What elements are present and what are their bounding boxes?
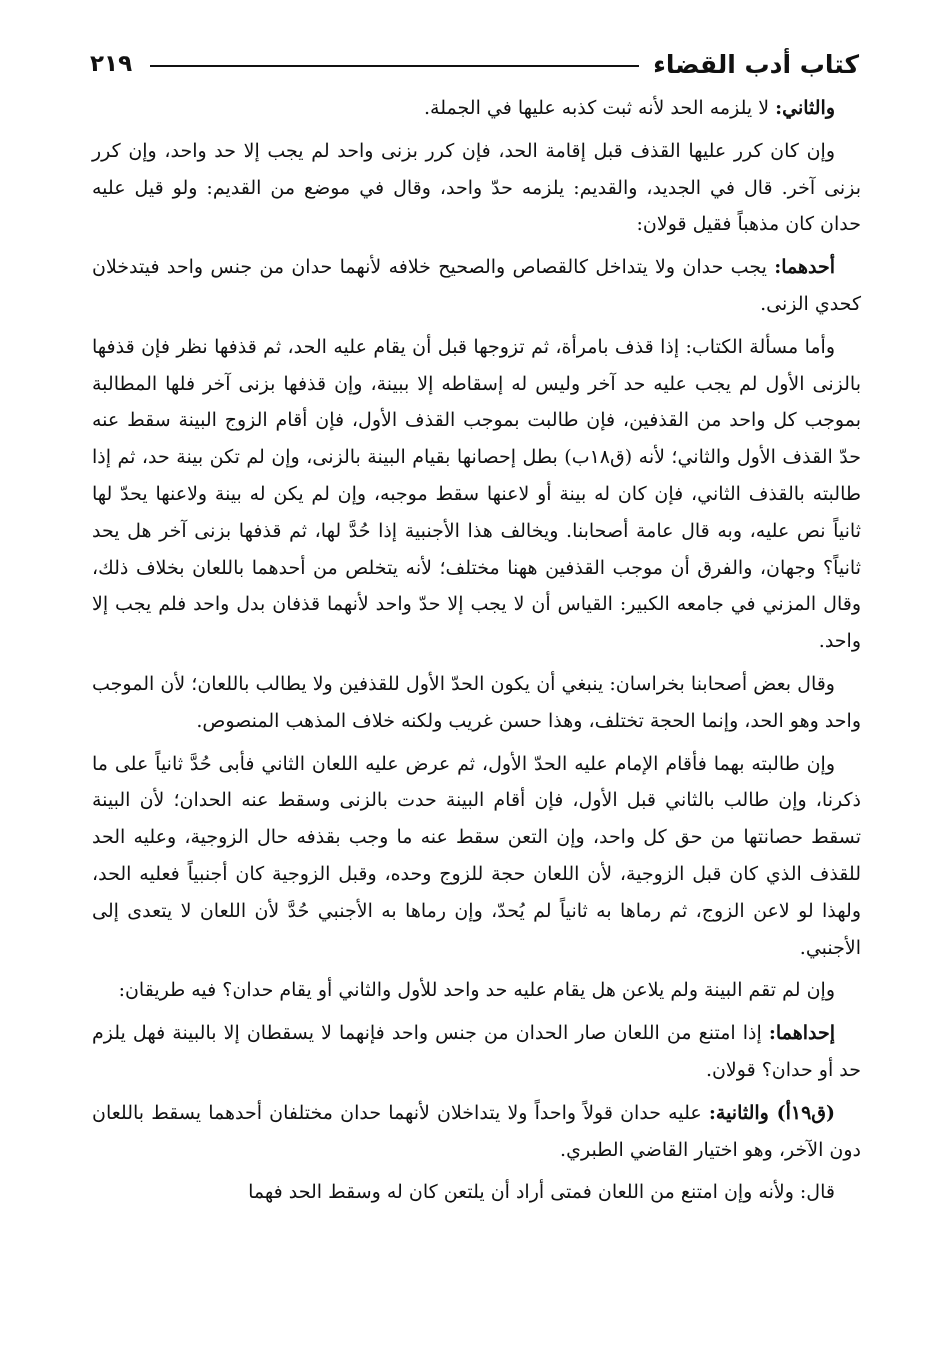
paragraph-text: وإن لم تقم البينة ولم يلاعن هل يقام عليه حد واحد للأول والثاني أو يقام حدان؟ فيه طريقان: (118, 979, 835, 1002)
paragraph-text: وقال بعض أصحابنا بخراسان: ينبغي أن يكون الحدّ الأول للقذفين ولا يطالب باللعان؛ لأن الموجب واحد وهو الحد، وإنما الحجة تختلف، وهذا حسن غريب ولكنه خلاف المذهب المنصوص. (92, 672, 861, 732)
header-rule (150, 65, 639, 67)
running-header (90, 44, 859, 84)
paragraph-lead: والثاني: (775, 97, 835, 119)
paragraph (92, 972, 861, 1009)
paragraph-text: وإن طالبته بهما فأقام الإمام عليه الحدّ الأول، ثم عرض عليه اللعان الثاني فأبى حُدَّ ثانياً على ما ذكرنا، وإن طالب بالثاني قبل الأول، فإن أقام البينة حدت بالزنى وسقط عنه الحدان؛ لأن البينة تسقط حصانتها من حق كل واحد، وإن التعن سقط عنه ما وجب بقذفه حال الزوجية، وعليه الحد للقذف الذي كان قبل الزوجية، لأن اللعان حجة للزوج وحده، وقبل الزوجية كان أجنبياً فعليه الحد، ولهذا لو لاعن الزوج، ثم رماها به ثانياً لم يُحدّ، وإن رماها به الأجنبي حُدَّ لأن اللعان لا يتعدى إلى الأجنبي. (92, 752, 862, 959)
paragraph-lead: أحدهما: (774, 256, 835, 279)
paragraph (92, 90, 861, 127)
paragraph-text: يجب حدان ولا يتداخل كالقصاص والصحيح خلافه لأنهما حدان من جنس واحد فيتدخلان كحدي الزنى. (92, 256, 861, 315)
paragraph (92, 666, 861, 740)
paragraph (92, 329, 861, 660)
paragraph-lead: إحداهما: (768, 1022, 835, 1045)
paragraph (92, 1095, 861, 1169)
paragraph (92, 1015, 861, 1089)
paragraph (92, 746, 861, 967)
paragraph-text: لا يلزمه الحد لأنه ثبت كذبه عليها في الجملة. (424, 97, 776, 119)
paragraph (92, 1174, 861, 1211)
book-title: كتاب أدب القضاء (653, 49, 859, 79)
paragraph-text: عليه حدان قولاً واحداً ولا يتداخلان لأنهما حدان مختلفان أحدهما يسقط باللعان دون الآخر، وهو اختيار القاضي الطبري. (92, 1101, 861, 1161)
paragraph (92, 133, 861, 243)
paragraph-text: إذا امتنع من اللعان صار الحدان من جنس واحد فإنهما لا يسقطان إلا بالبينة فهل يلزم حد أو حدان؟ قولان. (92, 1022, 861, 1081)
paragraph-text: وأما مسألة الكتاب: إذا قذف بامرأة، ثم تزوجها قبل أن يقام عليه الحد، ثم قذفها نظر فإن قذفها بالزنى الأول لم يجب عليه حد آخر وليس له إسقاطه إلا ببينة، وإن قذفها بزنى آخر فلها المطالبة بموجب كل واحد من القذفين، فإن طالبت بموجب القذف الأول، فإن أقام الزوج البينة سقط عنه حدّ القذف الأول والثاني؛ لأنه (ق١٨ب) بطل إحصانها بقيام البينة بالزنى، وإن لم تكن بينة حد، ثم إذا طالبته بالقذف الثاني، فإن كان له بينة أو لاعنها سقط موجبه، وإن لم يكن له بينة ولاعنها يحدّ لها ثانياً نص عليه، وبه قال عامة أصحابنا. ويخالف هذا الأجنبية إذا حُدَّ لها، ثم قذفها بزنى آخر هل يحد ثانياً؟ وجهان، والفرق أن موجب القذفين ههنا مختلف؛ لأنه يتخلص من أحدهما باللعان بخلاف ذلك، وقال المزني في جامعه الكبير: القياس أن لا يجب إلا حدّ واحد لأنهما قذفان بدل واحد فلم يجب إلا واحد. (92, 335, 861, 653)
paragraph-text: قال: ولأنه وإن امتنع من اللعان فمتى أراد أن يلتعن كان له وسقط الحد فهما (248, 1181, 835, 1204)
paragraph-text: وإن كان كرر عليها القذف قبل إقامة الحد، فإن كرر بزنى واحد لم يجب إلا حد واحد، وإن كرر بزنى آخر. قال في الجديد، والقديم: يلزمه حدّ واحد، وقال في موضع من القديم: ولو قيل عليه حدان كان مذهباً فقيل قولان: (92, 139, 861, 236)
paragraph-lead: (ق١٩أ) والثانية: (708, 1101, 836, 1124)
paragraph (92, 249, 861, 323)
page-number: ٢١٩ (90, 51, 133, 77)
body-text (92, 90, 861, 1217)
